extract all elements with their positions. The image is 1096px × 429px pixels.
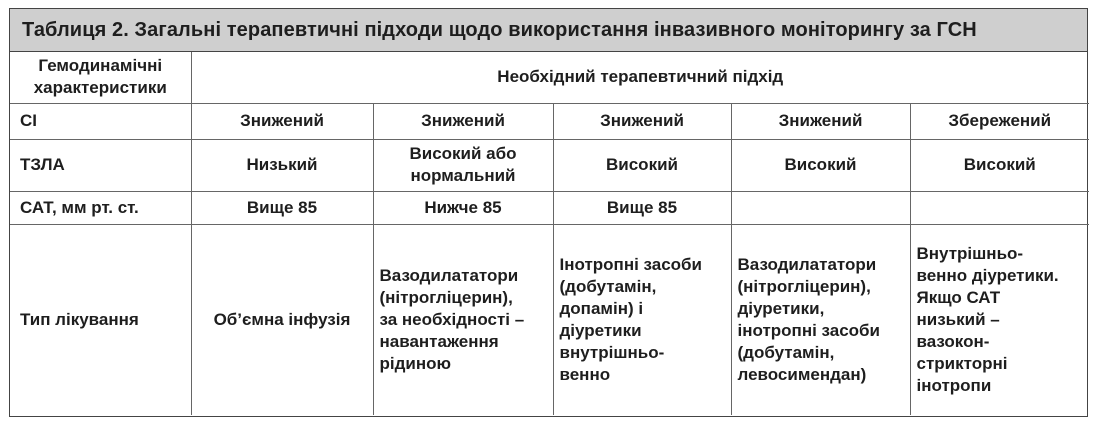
table-cell: Вазодилататори (нітрогліцерин), діуретики, інотропні засоби (добутамін, левосимендан)	[731, 224, 910, 415]
table-cell: Об’ємна інфузія	[191, 224, 373, 415]
table-cell: Нижче 85	[373, 191, 553, 224]
table-cell: Інотропні засоби (добутамін, допамін) і діуретики внутрішньо- венно	[553, 224, 731, 415]
row-label: Тип лікування	[10, 224, 191, 415]
table-cell: Збережений	[910, 103, 1089, 139]
header-row	[10, 52, 1089, 103]
therapy-table	[10, 52, 1089, 415]
header-hemodynamic-characteristics: Гемодинамічні характеристики	[10, 52, 191, 103]
table-cell: Високий	[553, 139, 731, 191]
table-cell	[731, 191, 910, 224]
table-cell	[910, 191, 1089, 224]
therapy-table-panel	[9, 8, 1088, 417]
table-cell: Високий	[731, 139, 910, 191]
table-row	[10, 103, 1089, 139]
table-cell: Вазодилататори (нітрогліцерин), за необхідності – навантаження рідиною	[373, 224, 553, 415]
table-cell: Внутрішньо- венно діуретики. Якщо САТ низький – вазокон- стрикторні інотропи	[910, 224, 1089, 415]
table-row	[10, 224, 1089, 415]
header-required-therapeutic-approach: Необхідний терапевтичний підхід	[191, 52, 1089, 103]
table-cell: Високий	[910, 139, 1089, 191]
table-cell: Знижений	[553, 103, 731, 139]
row-label: САТ, мм рт. ст.	[10, 191, 191, 224]
table-cell: Знижений	[731, 103, 910, 139]
table-cell: Вище 85	[553, 191, 731, 224]
table-cell: Низький	[191, 139, 373, 191]
table-cell: Вище 85	[191, 191, 373, 224]
table-cell: Знижений	[373, 103, 553, 139]
table-title: Таблиця 2. Загальні терапевтичні підходи щодо використання інвазивного моніторингу за ГСН	[10, 9, 1087, 52]
table-cell: Високий або нормальний	[373, 139, 553, 191]
row-label: ТЗЛА	[10, 139, 191, 191]
table-row	[10, 191, 1089, 224]
table-cell: Знижений	[191, 103, 373, 139]
row-label: СІ	[10, 103, 191, 139]
table-row	[10, 139, 1089, 191]
